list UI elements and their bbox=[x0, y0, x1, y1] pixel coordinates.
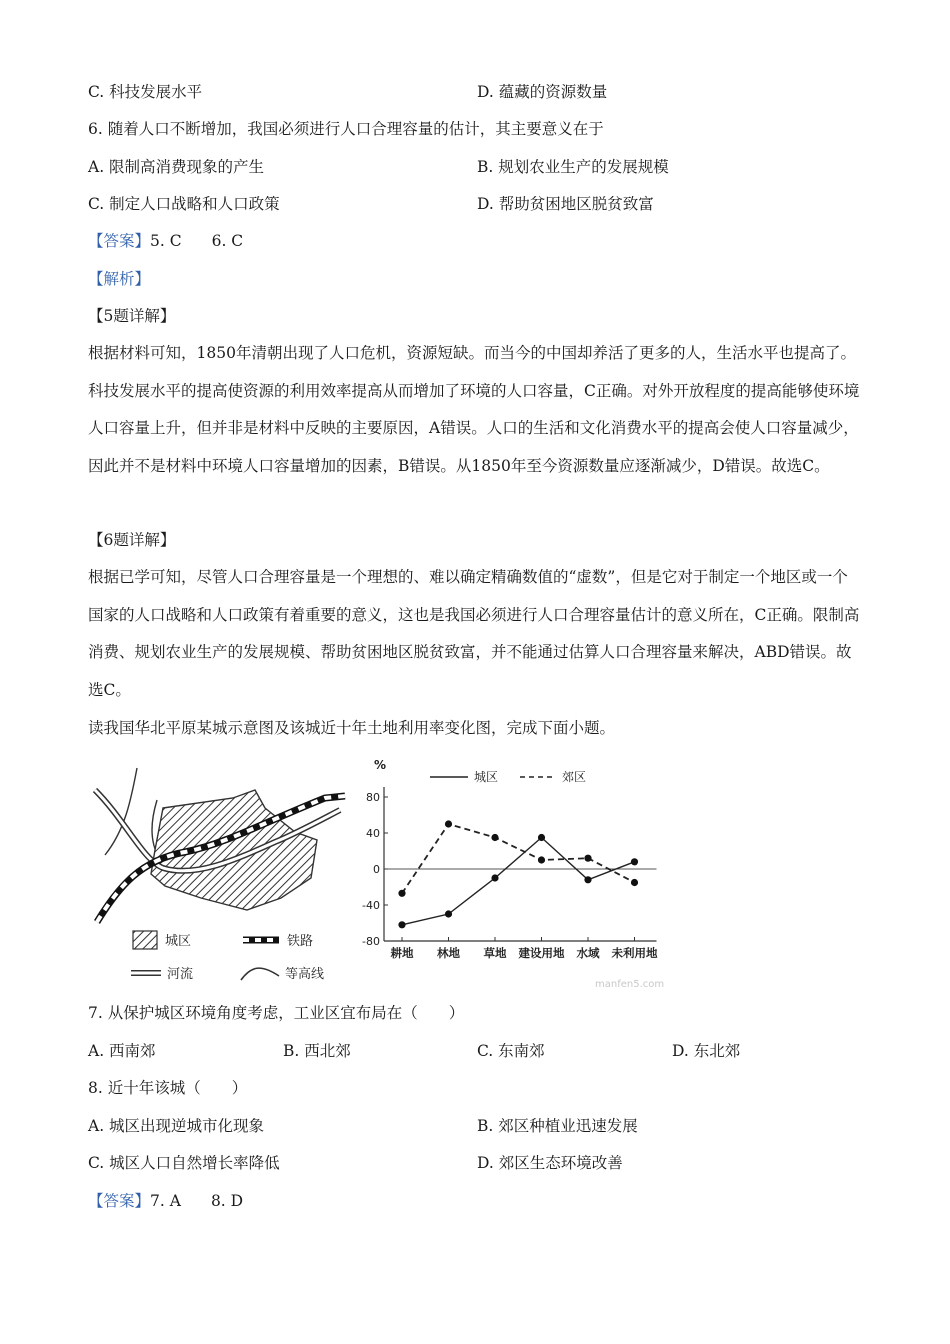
series-line-城区 bbox=[402, 838, 635, 925]
legend-river-label: 河流 bbox=[167, 967, 194, 982]
q8-option-a: A. 城区出现逆城市化现象 bbox=[88, 1117, 265, 1135]
data-point bbox=[398, 921, 405, 928]
x-tick-label: 草地 bbox=[483, 946, 507, 960]
q8-option-b: B. 郊区种植业迅速发展 bbox=[477, 1117, 638, 1135]
data-point bbox=[445, 910, 452, 917]
watermark: manfen5.com bbox=[595, 979, 665, 990]
x-tick-label: 未利用地 bbox=[611, 946, 658, 960]
y-tick-label: 40 bbox=[366, 827, 380, 840]
x-tick-label: 林地 bbox=[437, 946, 460, 960]
chart-axes bbox=[362, 787, 658, 960]
q5-option-c: C. 科技发展水平 bbox=[88, 83, 203, 101]
detail6-tag: 【6题详解】 bbox=[88, 531, 176, 549]
answer-line-1 bbox=[88, 230, 243, 252]
answer-8: 8. D bbox=[210, 1192, 244, 1210]
city-map-figure bbox=[85, 760, 355, 990]
detail5-text: 根据材料可知，1850年清朝出现了人口危机，资源短缺。而当今的中国却养活了更多的人，生活水平也提高了。科技发展水平的提高使资源的利用效率提高从而增加了环境的人口容量，C正确。对外开放程度的提高能够使环境人口容量上升，但并非是材料中反映的主要原因，A错误。人口的生活和文化消费水平的提高会使人口容量减少，因此并不是材料中环境人口容量增加的因素，B错误。从1850年至今资源数量应逐渐减少，D错误。故选C。 bbox=[88, 344, 860, 475]
data-point bbox=[491, 834, 498, 841]
q7-option-c: C. 东南郊 bbox=[477, 1042, 545, 1060]
q8-option-d: D. 郊区生态环境改善 bbox=[477, 1154, 623, 1172]
data-point bbox=[584, 855, 591, 862]
legend-city-swatch bbox=[133, 931, 157, 949]
data-point bbox=[631, 858, 638, 865]
data-point bbox=[631, 879, 638, 886]
answer-tag: 【答案】 bbox=[88, 1192, 151, 1210]
answer-5: 5. C bbox=[150, 232, 182, 250]
x-tick-label: 建设用地 bbox=[518, 946, 565, 960]
y-tick-label: -80 bbox=[362, 935, 380, 948]
q7-option-b: B. 西北郊 bbox=[283, 1042, 351, 1060]
x-tick-label: 耕地 bbox=[390, 946, 414, 960]
data-point bbox=[584, 876, 591, 883]
x-tick-label: 水域 bbox=[576, 946, 600, 960]
chart-y-label: % bbox=[374, 758, 387, 772]
land-use-chart bbox=[360, 755, 680, 995]
legend-railway-label: 铁路 bbox=[287, 934, 314, 949]
figure-intro: 读我国华北平原某城示意图及该城近十年土地利用率变化图，完成下面小题。 bbox=[88, 719, 616, 737]
chart-legend bbox=[430, 770, 586, 784]
legend-contour-swatch bbox=[241, 968, 279, 980]
answer-line-2 bbox=[88, 1190, 243, 1212]
analysis-tag: 【解析】 bbox=[88, 270, 151, 288]
data-point bbox=[491, 874, 498, 881]
answer-tag: 【答案】 bbox=[88, 232, 151, 250]
q7-option-d: D. 东北郊 bbox=[672, 1042, 741, 1060]
data-point bbox=[538, 856, 545, 863]
legend-label: 城区 bbox=[474, 770, 499, 784]
data-point bbox=[538, 834, 545, 841]
q5-option-d: D. 蕴藏的资源数量 bbox=[477, 83, 608, 101]
legend-contour-label: 等高线 bbox=[285, 967, 325, 982]
answer-7: 7. A bbox=[150, 1192, 181, 1210]
legend-label: 郊区 bbox=[562, 770, 587, 784]
q7-stem: 7. 从保护城区环境角度考虑，工业区宜布局在（ ） bbox=[88, 1004, 465, 1022]
q7-option-a: A. 西南郊 bbox=[88, 1042, 156, 1060]
q6-stem: 6. 随着人口不断增加，我国必须进行人口合理容量的估计，其主要意义在于 bbox=[88, 120, 604, 138]
q8-stem: 8. 近十年该城（ ） bbox=[88, 1079, 248, 1097]
q8-option-c: C. 城区人口自然增长率降低 bbox=[88, 1154, 280, 1172]
q6-option-d: D. 帮助贫困地区脱贫致富 bbox=[477, 195, 654, 213]
y-tick-label: 0 bbox=[373, 863, 380, 876]
answer-6: 6. C bbox=[211, 232, 244, 250]
q6-option-b: B. 规划农业生产的发展规模 bbox=[477, 158, 669, 176]
data-point bbox=[445, 820, 452, 827]
legend-city-label: 城区 bbox=[165, 934, 192, 949]
detail6-text: 根据已学可知，尽管人口合理容量是一个理想的、难以确定精确数值的“虚数”，但是它对于制定一个地区或一个国家的人口战略和人口政策有着重要的意义，这也是我国必须进行人口合理容量估计的意义所在，C正确。限制高消费、规划农业生产的发展规模、帮助贫困地区脱贫致富，并不能通过估算人口合理容量来解决，ABD错误。故选C。 bbox=[88, 568, 860, 699]
detail5-tag: 【5题详解】 bbox=[88, 307, 176, 325]
q6-option-a: A. 限制高消费现象的产生 bbox=[88, 158, 265, 176]
y-tick-label: 80 bbox=[366, 791, 380, 804]
q6-option-c: C. 制定人口战略和人口政策 bbox=[88, 195, 280, 213]
y-tick-label: -40 bbox=[362, 899, 380, 912]
data-point bbox=[398, 890, 405, 897]
